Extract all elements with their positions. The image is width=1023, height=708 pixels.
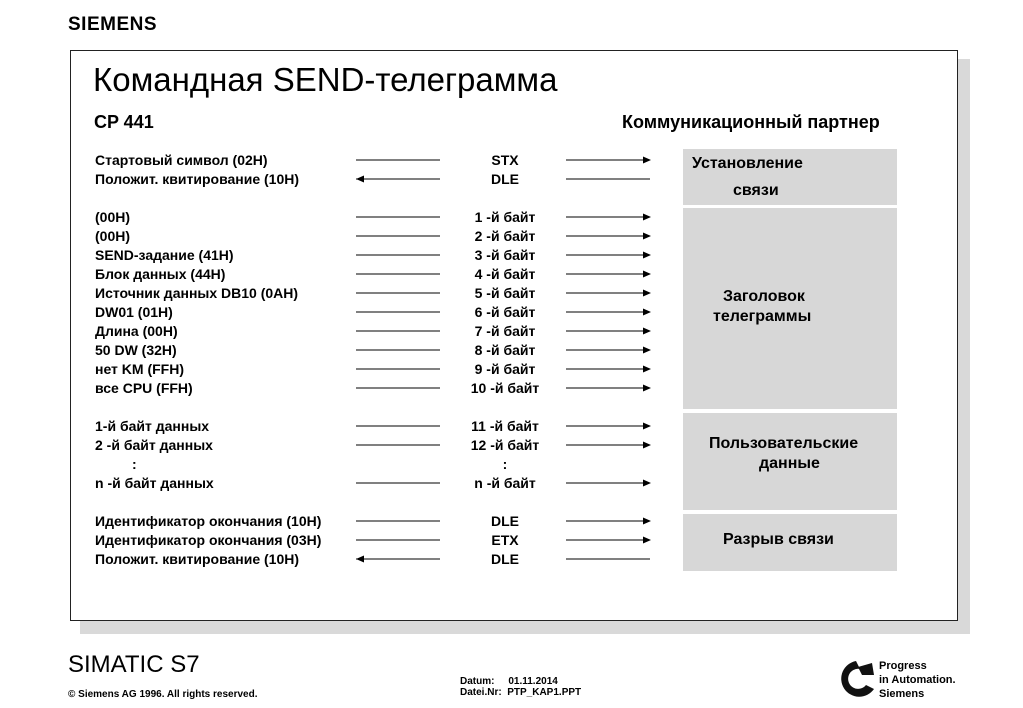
row-byte: 11 -й байт (471, 418, 539, 434)
copyright: © Siemens AG 1996. All rights reserved. (68, 689, 258, 700)
row-label: SEND-задание (41H) (95, 247, 234, 263)
header-text-1: Заголовок (723, 288, 805, 305)
arrow-right-icon (643, 347, 651, 354)
row-byte: 3 -й байт (474, 247, 536, 263)
row-label: (00H) (95, 228, 131, 244)
connect-text-1: Установление (692, 155, 803, 172)
row-byte: DLE (491, 551, 519, 567)
row-byte: 2 -й байт (474, 228, 536, 244)
row-label: Стартовый символ (02H) (95, 152, 268, 168)
partner-header: Коммуникационный партнер (622, 112, 880, 132)
slogan-line-3: Siemens (879, 688, 925, 700)
arrow-right-icon (643, 385, 651, 392)
row-byte: n -й байт (474, 475, 536, 491)
row-label: 50 DW (32H) (95, 342, 177, 358)
row-label: n -й байт данных (95, 475, 214, 491)
user-text-1: Пользовательские (709, 435, 859, 452)
row-byte: 9 -й байт (474, 361, 536, 377)
row-byte: 12 -й байт (470, 437, 540, 453)
slogan-line-1: Progress (879, 660, 927, 672)
arrow-right-icon (643, 290, 651, 297)
row-byte: 6 -й байт (474, 304, 536, 320)
row-byte: DLE (491, 513, 519, 529)
arrow-right-icon (643, 252, 651, 259)
slide-title: Командная SEND-телеграмма (93, 61, 558, 98)
disconnect-text: Разрыв связи (723, 531, 834, 548)
row-byte: STX (491, 152, 519, 168)
arrow-right-icon (643, 537, 651, 544)
arrow-right-icon (643, 328, 651, 335)
header-text-2: телеграммы (713, 308, 812, 325)
datum: Datum: 01.11.2014 (460, 676, 558, 687)
row-label: Положит. квитирование (10H) (95, 551, 300, 567)
row-byte: 1 -й байт (474, 209, 536, 225)
datei: Datei.Nr: PTP_KAP1.PPT (460, 687, 582, 698)
arrow-right-icon (643, 518, 651, 525)
row-label: Идентификатор окончания (10H) (95, 513, 322, 529)
arrow-right-icon (643, 214, 651, 221)
row-label: Источник данных DB10 (0AH) (95, 285, 299, 301)
siemens-logo: SIEMENS (68, 14, 158, 35)
row-byte: DLE (491, 171, 519, 187)
row-label: Идентификатор окончания (03H) (95, 532, 322, 548)
arrow-right-icon (643, 423, 651, 430)
arrow-right-icon (643, 157, 651, 164)
row-label: все CPU (FFH) (95, 380, 193, 396)
row-byte: ETX (491, 532, 519, 548)
cp-header: CP 441 (94, 112, 154, 132)
arrow-right-icon (643, 480, 651, 487)
row-label: DW01 (01H) (95, 304, 173, 320)
row-label: нет KM (FFH) (95, 361, 185, 377)
siemens-wave-logo-icon (836, 659, 876, 699)
arrow-right-icon (643, 442, 651, 449)
arrow-right-icon (643, 309, 651, 316)
connect-text-2: связи (733, 182, 779, 199)
arrow-left-icon (356, 176, 364, 183)
slogan-line-2: in Automation. (879, 674, 956, 686)
row-label: (00H) (95, 209, 131, 225)
row-byte: 5 -й байт (474, 285, 536, 301)
row-label: Длина (00H) (95, 323, 178, 339)
user-text-2: данные (759, 455, 820, 472)
row-byte: : (502, 456, 508, 472)
row-label: 1-й байт данных (95, 418, 210, 434)
row-label: Положит. квитирование (10H) (95, 171, 300, 187)
arrow-right-icon (643, 233, 651, 240)
row-byte: 7 -й байт (474, 323, 536, 339)
product-name: SIMATIC S7 (68, 651, 200, 678)
arrow-left-icon (356, 556, 364, 563)
row-byte: 4 -й байт (474, 266, 536, 282)
arrow-right-icon (643, 366, 651, 373)
arrow-right-icon (643, 271, 651, 278)
row-byte: 10 -й байт (470, 380, 540, 396)
row-label: Блок данных (44H) (95, 266, 226, 282)
row-byte: 8 -й байт (474, 342, 536, 358)
row-label: : (132, 456, 137, 472)
row-label: 2 -й байт данных (95, 437, 213, 453)
